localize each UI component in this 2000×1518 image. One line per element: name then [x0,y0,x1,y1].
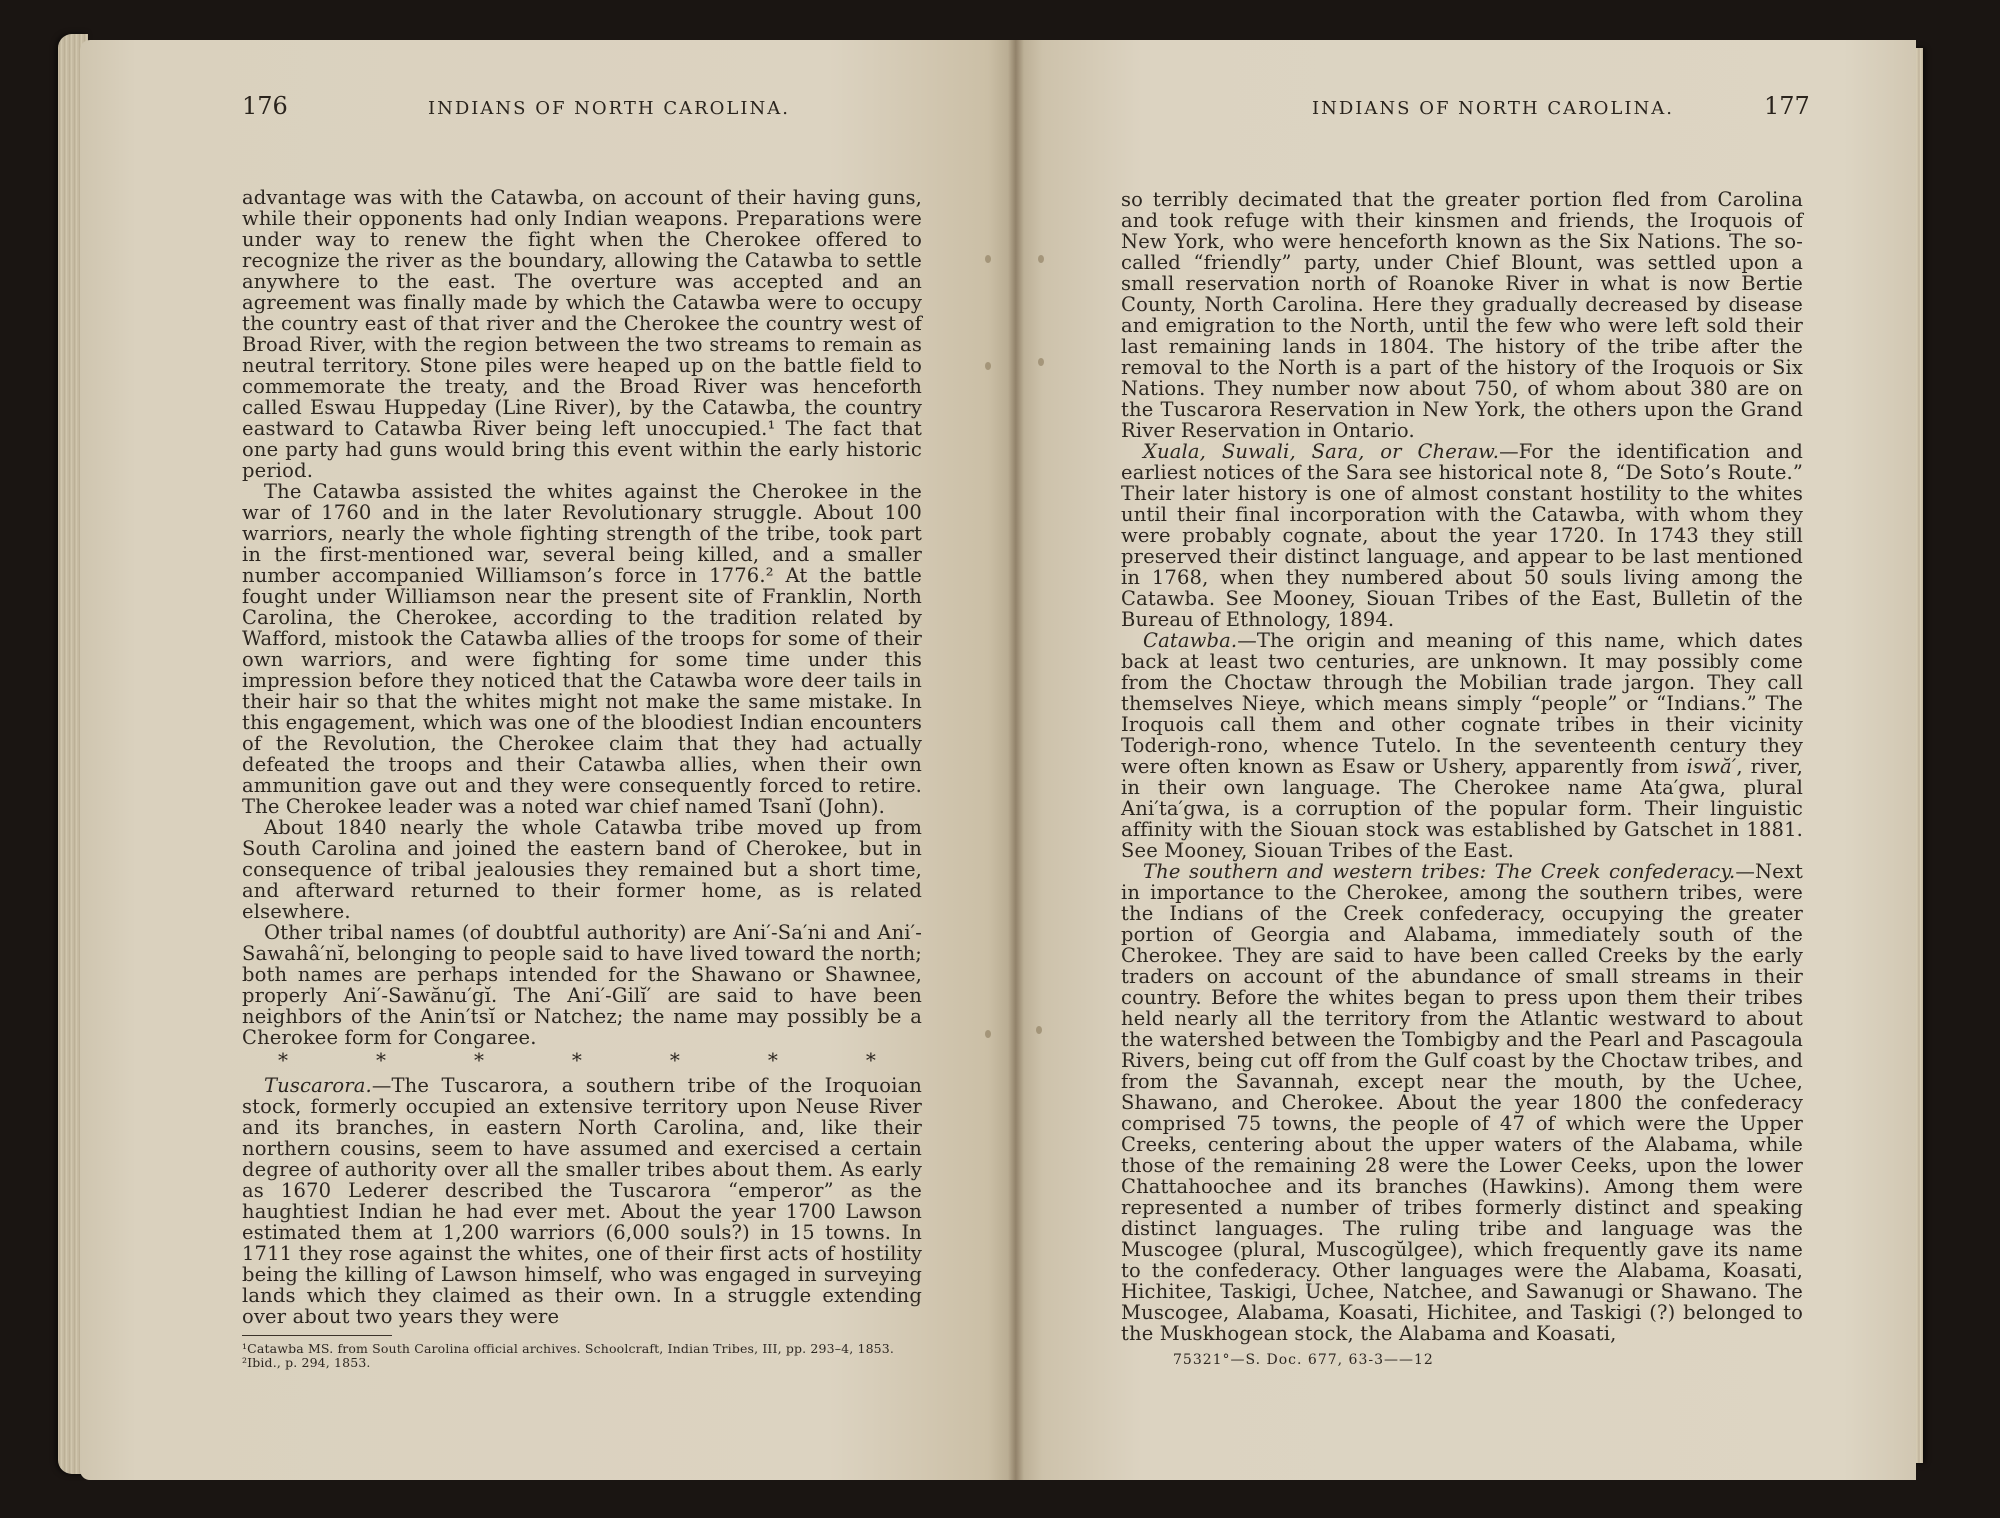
creek-heading: The southern and western tribes: The Creek confederacy. [1143,860,1736,883]
catawba-heading: Catawba. [1143,629,1238,652]
binding-mark [1036,1026,1042,1034]
binding-mark [1038,255,1044,263]
paragraph: About 1840 nearly the whole Catawba tribe moved up from South Carolina and joined the eastern band of Cherokee, but in consequence of tribal jealousies they remained but a short time, and afterward returned to their former home, as is related elsewhere. [242,816,922,923]
star: * [571,1048,583,1072]
creek-paragraph [1121,861,1803,1344]
left-page-number: 176 [242,92,288,120]
signature-line: 75321°—S. Doc. 677, 63-3——12 [1173,1352,1434,1368]
catawba-text-cont: , river, in their own language. The Cherokee name Ata′gwa, plural Ani′ta′gwa, is a corruption of the popular form. Their linguistic affinity with the Siouan stock was established by Gatschet in 1881. See Mooney, Siouan Tribes of the East. [1121,755,1804,862]
star: * [473,1048,485,1072]
star: * [669,1048,681,1072]
section-separator [242,1050,922,1071]
binding-mark [1038,358,1044,366]
paragraph: so terribly decimated that the greater portion fled from Carolina and took refuge with their kinsmen and friends, the Iroquois of New York, who were henceforth known as the Six Nations. The so-called “friendly” party, under Chief Blount, was settled upon a small reservation north of Roanoke River in what is now Bertie County, North Carolina. Here they gradually decreased by disease and emigration to the North, until the few who were left sold their last remaining lands in 1804. The history of the tribe after the removal to the North is a part of the history of the Iroquois or Six Nations. They number now about 750, of whom about 380 are on the Tuscarora Reservation in New York, the others upon the Grand River Reservation in Ontario. [1121,188,1803,442]
star: * [865,1048,876,1072]
footnotes [242,1342,922,1370]
xuala-paragraph [1121,441,1803,630]
tuscarora-text: —The Tuscarora, a southern tribe of the Iroquoian stock, formerly occupied an extensive territory upon Neuse River and its branches, in eastern North Carolina, and, like their northern cousins, seem to have assumed and exercised a certain degree of authority over all the smaller tribes about them. As early as 1670 Lederer described the Tuscarora “emperor” as the haughtiest Indian he had ever met. About the year 1700 Lawson estimated them at 1,200 warriors (6,000 souls?) in 15 towns. In 1711 they rose against the whites, one of their first acts of hostility being the killing of Lawson himself, who was engaged in surveying lands which they claimed as their own. In a struggle extending over about two years they were [242,1074,922,1328]
star: * [767,1048,778,1072]
binding-mark [985,255,991,263]
paragraph: advantage was with the Catawba, on account of their having guns, while their opponents had only Indian weapons. Preparations were under way to renew the fight when the Cherokee offered to recognize the river as the boundary, allowing the Catawba to settle anywhere to the east. The overture was accepted and an agreement was finally made by which the Catawba were to occupy the country east of that river and the Cherokee the country west of Broad River, with the region between the two streams to remain as neutral territory. Stone piles were heaped up on the battle field to commemorate the treaty, and the Broad River was henceforth called Eswau Huppeday (Line River), by the Catawba, the country eastward to Catawba River being left unoccupied.¹ The fact that one party had guns would bring this event within the early historic period. [242,186,922,482]
paragraph: The Catawba assisted the whites against the Cherokee in the war of 1760 and in the later Revolutionary struggle. About 100 warriors, nearly the whole fighting strength of the tribe, took part in the first-mentioned war, several being killed, and a smaller number accompanied Williamson’s force in 1776.² At the battle fought under Williamson near the present site of Franklin, North Carolina, the Cherokee, according to the tradition related by Wafford, mistook the Catawba allies of the troops for some of their own warriors, and were fighting for some time under this impression before they noticed that the Catawba wore deer tails in their hair so that the whites might not make the same mistake. In this engagement, which was one of the bloodiest Indian encounters of the Revolution, the Cherokee claim that they had actually defeated the troops and their Catawba allies, when their own ammunition gave out and they were consequently forced to retire. The Cherokee leader was a noted war chief named Tsanĭ (John). [242,480,922,818]
book-gutter [1008,40,1024,1480]
creek-text: —Next in importance to the Cherokee, among the southern tribes, were the Indians of the Creek confederacy, occupying the greater portion of Georgia and Alabama, immediately south of the Cherokee. They are said to have been called Creeks by the early traders on account of the abundance of small streams in their country. Before the whites began to press upon them their tribes held nearly all the territory from the Atlantic westward to about the watershed between the Tombigby and the Pearl and Pascagoula Rivers, being cut off from the Gulf coast by the Choctaw tribes, and from the Savannah, except near the mouth, by the Uchee, Shawano, and Cherokee. About the year 1800 the confederacy comprised 75 towns, the people of 47 of which were the Upper Creeks, centering about the upper waters of the Alabama, while those of the remaining 28 were the Lower Ceeks, upon the lower Chattahoochee and its branches (Hawkins). Among them were represented a number of tribes formerly distinct and speaking distinct languages. The ruling tribe and language was the Muscogee (plural, Muscogŭlgee), which frequently gave its name to the confederacy. Other languages were the Alabama, Koasati, Hichitee, Taskigi, Uchee, Natchee, and Sawanugi or Shawano. The Muscogee, Alabama, Koasati, Hichitee, and Taskigi (?) belonged to the Muskhogean stock, the Alabama and Koasati, [1121,860,1803,1345]
right-running-head: INDIANS OF NORTH CAROLINA. [1312,98,1674,119]
footnote: ¹Catawba MS. from South Carolina official archives. Schoolcraft, Indian Tribes, III, pp. 293–4, 1853. [242,1341,894,1356]
binding-mark [985,362,991,370]
right-text-column [1121,189,1803,1371]
catawba-text: —The origin and meaning of this name, which dates back at least two centuries, are unknown. It may possibly come from the Choctaw through the Mobilian trade jargon. They call themselves Nieye, which means simply “people” or “Indians.” The Iroquois call them and other cognate tribes in their vicinity Toderigh-rono, whence Tutelo. In the seventeenth century they were often known as Esaw or Ushery, apparently from [1121,629,1803,778]
binding-mark [985,1030,991,1038]
catawba-iswa: iswă′ [1686,755,1737,778]
tuscarora-paragraph [242,1075,922,1327]
tuscarora-heading: Tuscarora. [264,1074,372,1097]
star: * [375,1048,387,1072]
footnote: ²Ibid., p. 294, 1853. [242,1355,371,1370]
footnote-rule [242,1335,392,1336]
right-page-number: 177 [1764,92,1810,120]
left-running-head: INDIANS OF NORTH CAROLINA. [428,98,790,119]
star: * [278,1048,289,1072]
catawba-paragraph [1121,630,1803,861]
paragraph: Other tribal names (of doubtful authority) are Ani′-Sa′ni and Ani′-Sawahâ′nĭ, belonging to people said to have lived toward the north; both names are perhaps intended for the Shawano or Shawnee, properly Ani′-Sawănu′gĭ. The Ani′-Gilĭ′ are said to have been neighbors of the Anin′tsĭ or Natchez; the name may possibly be a Cherokee form for Congaree. [242,921,922,1049]
left-text-column [242,187,922,1370]
xuala-text: —For the identification and earliest notices of the Sara see historical note 8, “De Soto’s Route.” Their later history is one of almost constant hostility to the whites until their final incorporation with the Catawba, with whom they were probably cognate, about the year 1720. In 1743 they still preserved their distinct language, and appear to be last mentioned in 1768, when they numbered about 50 souls living among the Catawba. See Mooney, Siouan Tribes of the East, Bulletin of the Bureau of Ethnology, 1894. [1121,440,1803,631]
xuala-heading: Xuala, Suwali, Sara, or Cheraw. [1143,440,1500,463]
